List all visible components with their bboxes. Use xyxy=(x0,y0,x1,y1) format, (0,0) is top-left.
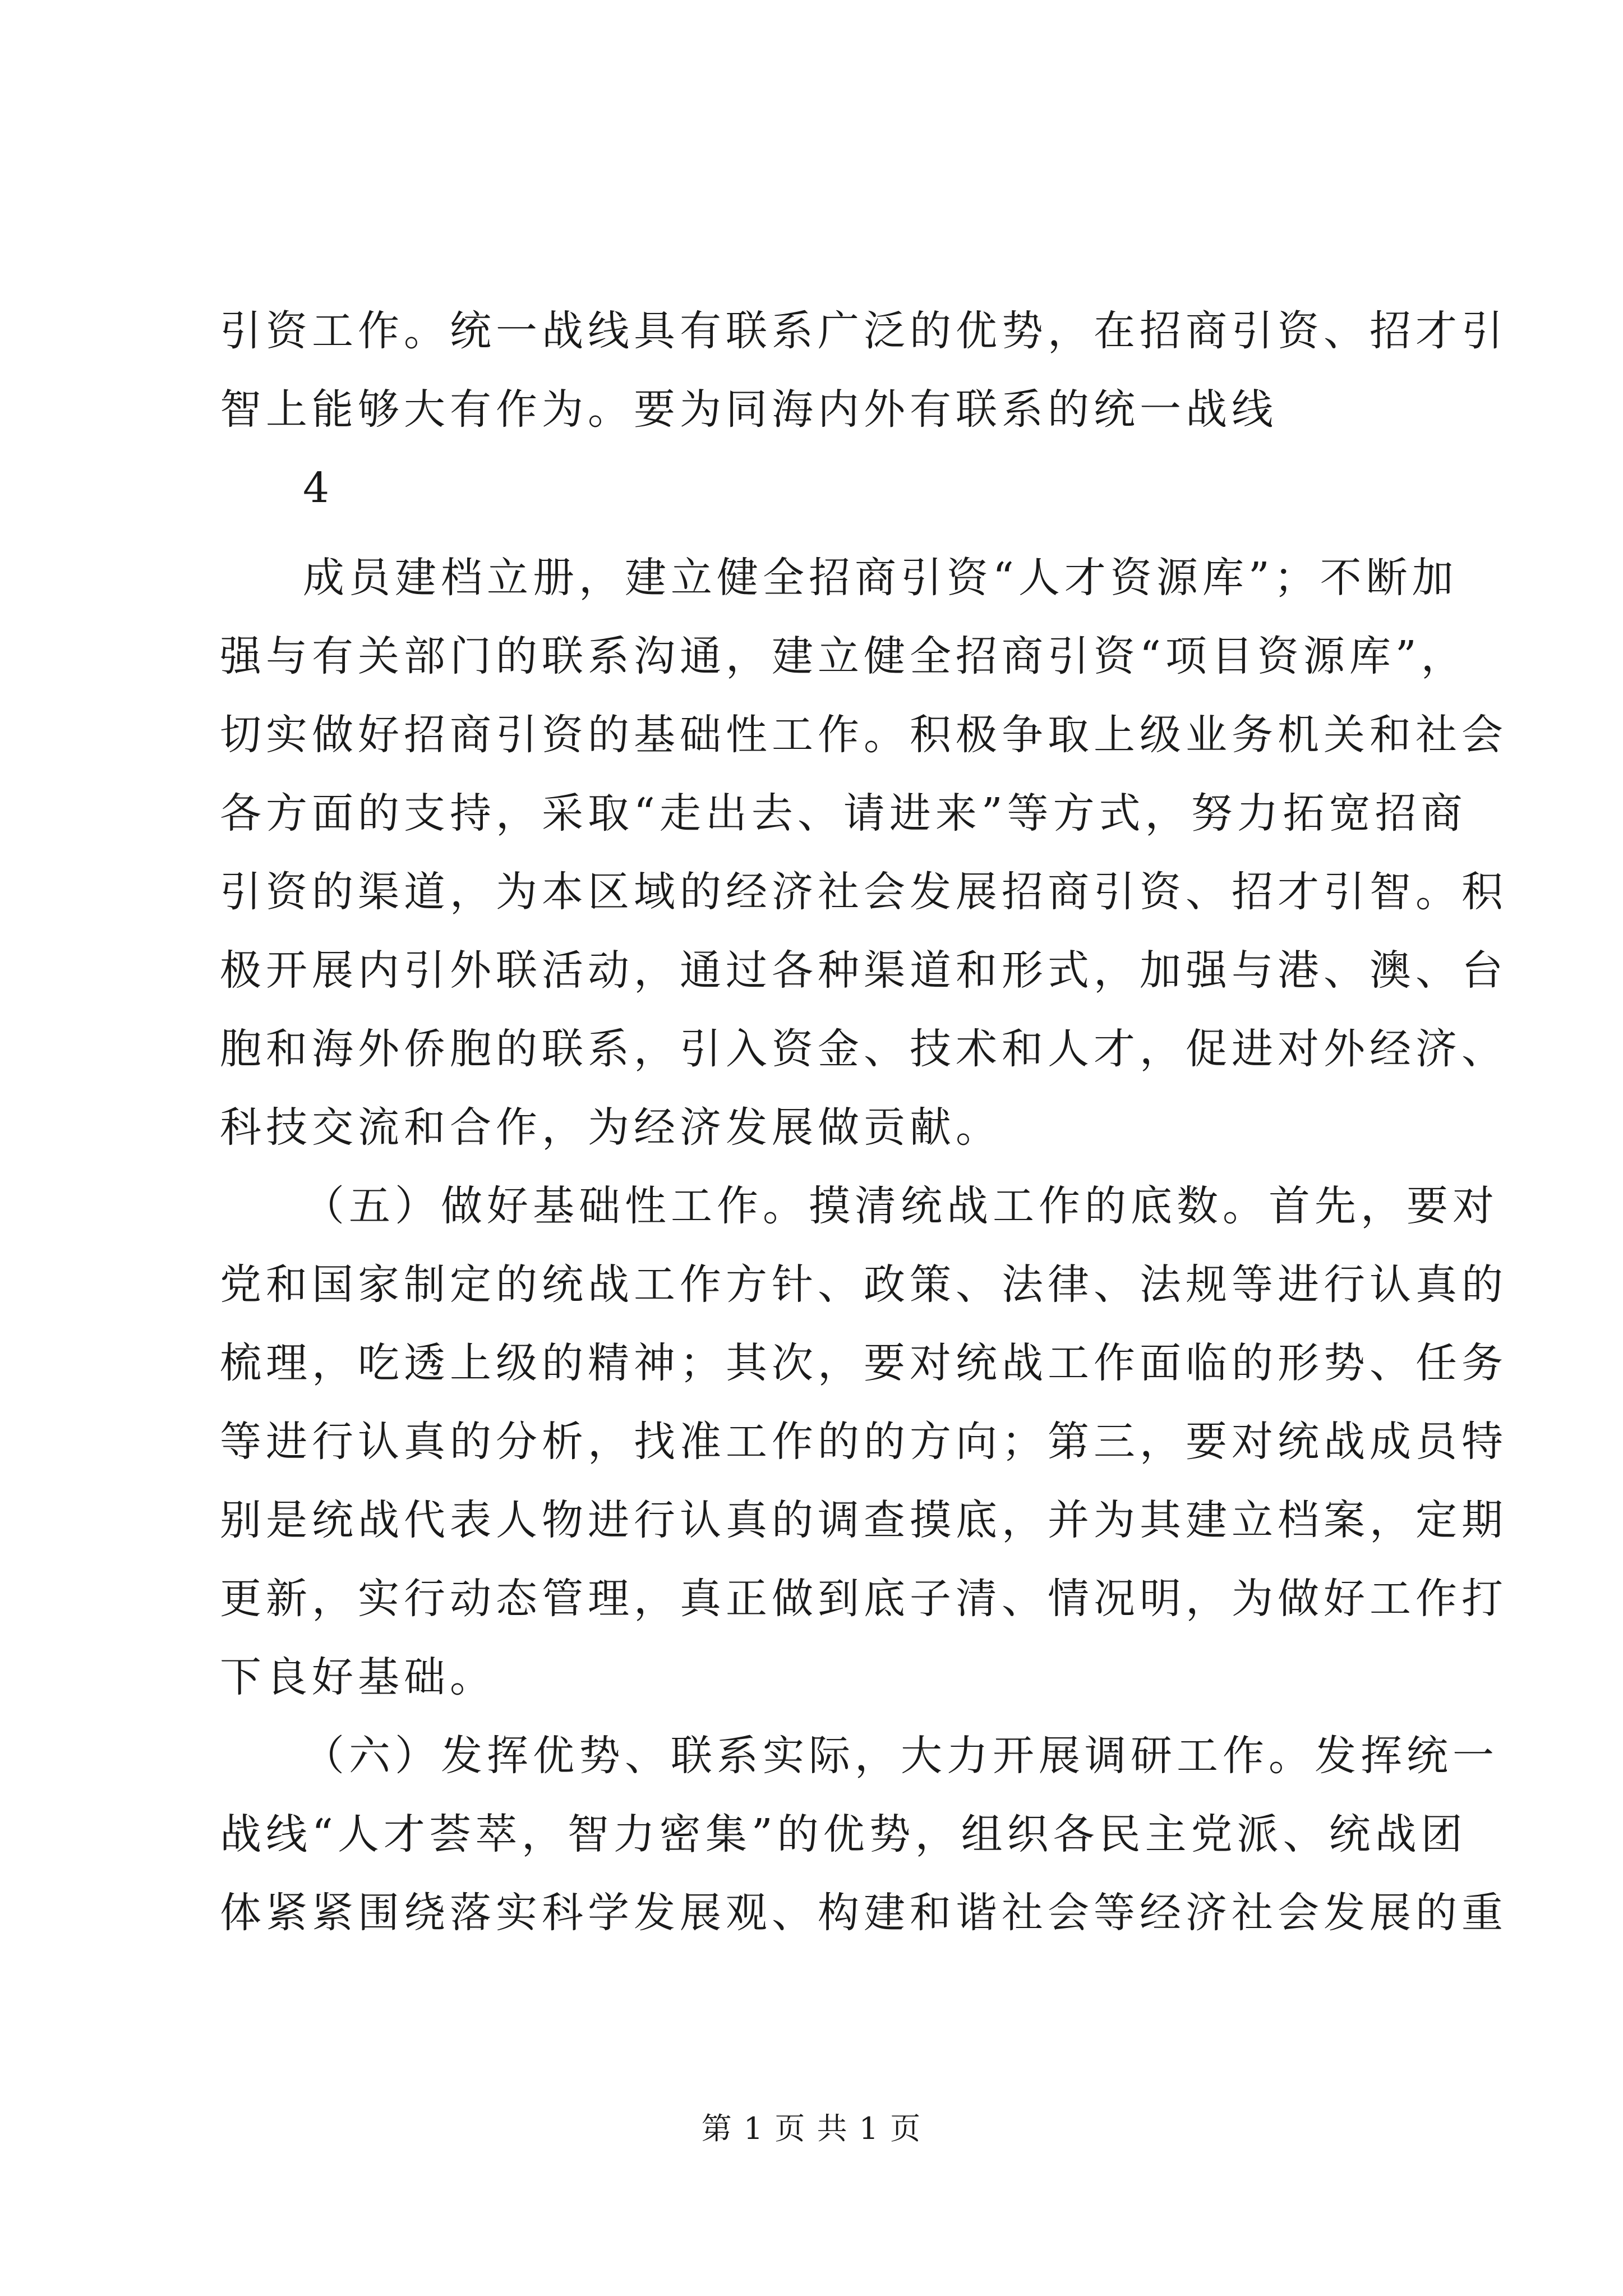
page-marker: 4 xyxy=(303,464,330,512)
text-line: 更新，实行动态管理，真正做到底子清、情况明，为做好工作打 xyxy=(220,1575,1507,1623)
text-line: 各方面的支持，采取“走出去、请进来”等方式，努力拓宽招商 xyxy=(220,789,1467,838)
text-line: 别是统战代表人物进行认真的调查摸底，并为其建立档案，定期 xyxy=(220,1496,1507,1544)
text-line: 极开展内引外联活动，通过各种渠道和形式，加强与港、澳、台 xyxy=(220,946,1507,995)
text-line: 切实做好招商引资的基础性工作。积极争取上级业务机关和社会 xyxy=(220,711,1507,759)
document-body xyxy=(220,292,1507,1952)
text-line: 体紧紧围绕落实科学发展观、构建和谐社会等经济社会发展的重 xyxy=(220,1889,1507,1937)
text-line: 党和国家制定的统战工作方针、政策、法律、法规等进行认真的 xyxy=(220,1260,1507,1309)
text-line: 战线“人才荟萃，智力密集”的优势，组织各民主党派、统战团 xyxy=(220,1810,1467,1858)
text-line: 智上能够大有作为。要为同海内外有联系的统一战线 xyxy=(220,385,1278,434)
text-line: 等进行认真的分析，找准工作的的方向；第三，要对统战成员特 xyxy=(220,1418,1507,1466)
paragraph xyxy=(220,1167,1507,1717)
text-line: （五）做好基础性工作。摸清统战工作的底数。首先，要对 xyxy=(303,1182,1498,1230)
text-line: 科技交流和合作，为经济发展做贡献。 xyxy=(220,1103,1002,1152)
text-line: 梳理，吃透上级的精神；其次，要对统战工作面临的形势、任务 xyxy=(220,1339,1507,1387)
text-line: （六）发挥优势、联系实际，大力开展调研工作。发挥统一 xyxy=(303,1732,1498,1780)
paragraph xyxy=(220,1717,1507,1952)
text-line: 成员建档立册，建立健全招商引资“人才资源库”；不断加 xyxy=(303,554,1458,602)
page-footer: 第 1 页 共 1 页 xyxy=(701,2111,922,2146)
text-line: 下良好基础。 xyxy=(220,1653,496,1701)
paragraph xyxy=(220,539,1507,1167)
text-line: 胞和海外侨胞的联系，引入资金、技术和人才，促进对外经济、 xyxy=(220,1025,1507,1073)
text-line: 引资的渠道，为本区域的经济社会发展招商引资、招才引智。积 xyxy=(220,868,1507,916)
text-line: 引资工作。统一战线具有联系广泛的优势，在招商引资、招才引 xyxy=(220,307,1507,355)
text-line: 强与有关部门的联系沟通，建立健全招商引资“项目资源库”， xyxy=(220,632,1467,680)
